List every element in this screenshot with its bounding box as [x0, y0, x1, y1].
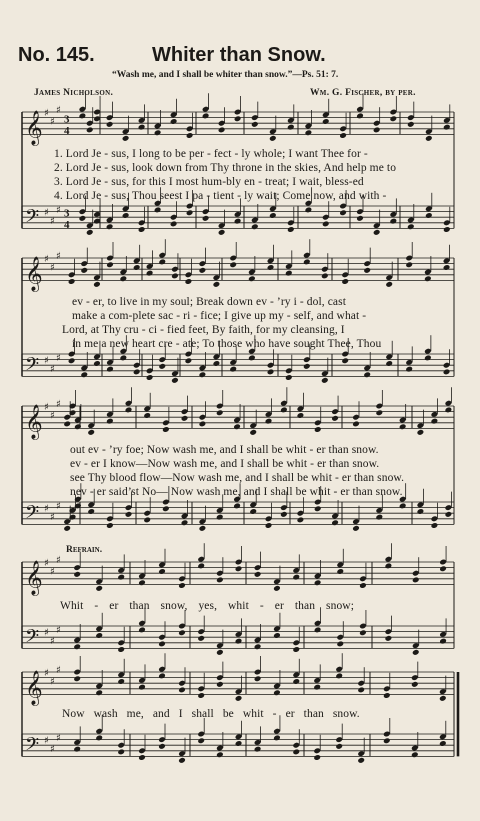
note-head: [363, 371, 371, 378]
note-head: [233, 423, 241, 430]
note-head: [197, 692, 205, 699]
note-head: [73, 746, 81, 753]
note-head: [171, 377, 179, 384]
note-head: [185, 357, 193, 364]
note-head: [197, 635, 205, 642]
note-head: [93, 281, 101, 288]
note-head: [87, 508, 95, 515]
note-head: [249, 508, 257, 515]
note-head: [251, 121, 259, 128]
note-head: [303, 259, 311, 266]
composer-credit: Wm. G. Fischer, by per.: [310, 88, 416, 98]
note-head: [280, 407, 288, 414]
note-head: [280, 511, 288, 518]
sharp-icon: ♯: [44, 558, 49, 569]
note-head: [186, 209, 194, 216]
hymn-number: No. 145.: [18, 44, 95, 66]
note-head: [106, 418, 114, 425]
note-head: [95, 735, 103, 742]
note-head: [411, 681, 419, 688]
lyricist-credit: James Nicholson.: [34, 88, 114, 98]
note-head: [373, 127, 381, 134]
note-head: [235, 565, 243, 572]
note-head: [106, 366, 114, 373]
note-head: [86, 229, 94, 236]
note-head: [254, 746, 262, 753]
sharp-icon: ♯: [50, 364, 55, 375]
note-head: [314, 505, 322, 512]
note-head: [202, 113, 210, 120]
note-head: [439, 740, 447, 747]
note-head: [138, 226, 146, 233]
sharp-icon: ♯: [44, 355, 49, 367]
note-head: [424, 275, 432, 282]
note-head: [186, 132, 194, 139]
note-head: [313, 684, 321, 691]
treble-clef-icon: 𝄞: [25, 256, 43, 292]
note-head: [199, 525, 207, 532]
refrain-line-1: Whit - er than snow, yes, whit - er than snow;: [60, 600, 355, 612]
note-head: [143, 517, 151, 524]
note-head: [265, 418, 273, 425]
note-head: [273, 632, 281, 639]
note-head: [292, 749, 300, 756]
note-head: [86, 127, 94, 134]
time-signature-bottom: 4: [64, 218, 70, 231]
bass-clef-icon: 𝄢: [25, 354, 40, 380]
note-head: [425, 135, 433, 142]
note-head: [305, 129, 313, 136]
note-head: [411, 751, 419, 758]
note-head: [79, 113, 87, 120]
note-head: [331, 519, 339, 526]
note-head: [106, 121, 114, 128]
note-head: [390, 218, 398, 225]
note-head: [439, 638, 447, 645]
note-head: [216, 751, 224, 758]
sharp-icon: ♯: [44, 402, 49, 413]
note-head: [234, 218, 242, 225]
note-head: [146, 374, 154, 381]
sharp-icon: ♯: [50, 410, 55, 422]
note-head: [357, 757, 365, 764]
note-head: [216, 649, 224, 656]
note-head: [249, 429, 257, 436]
time-signature-top: 3: [64, 207, 70, 220]
note-head: [314, 627, 322, 634]
note-head: [138, 124, 146, 131]
note-head: [73, 675, 81, 682]
note-head: [133, 369, 141, 376]
note-head: [178, 629, 186, 636]
note-head: [407, 223, 415, 230]
note-head: [73, 643, 81, 650]
note-head: [417, 508, 425, 515]
note-head: [439, 565, 447, 572]
sharp-icon: ♯: [56, 500, 61, 512]
note-head: [376, 409, 384, 416]
note-head: [218, 229, 226, 236]
note-head: [399, 423, 407, 430]
note-head: [385, 563, 393, 570]
verse-3-line-3: see Thy blood flow—Now wash me, and I shall be whit - er than snow.: [70, 472, 405, 484]
note-head: [359, 629, 367, 636]
treble-clef-icon: 𝄞: [25, 670, 43, 706]
note-head: [399, 503, 407, 510]
note-head: [373, 229, 381, 236]
sharp-icon: ♯: [56, 732, 61, 744]
note-head: [158, 673, 166, 680]
note-head: [117, 646, 125, 653]
verse-4-line-3: nev - er said’st No— Now wash me, and I shall be whit - er than snow.: [70, 486, 403, 498]
hymn-title: Whiter than Snow.: [152, 44, 326, 66]
note-head: [297, 517, 305, 524]
note-head: [385, 281, 393, 288]
note-head: [80, 267, 88, 274]
note-head: [339, 132, 347, 139]
note-head: [339, 209, 347, 216]
note-head: [216, 409, 224, 416]
note-head: [106, 223, 114, 230]
sharp-icon: ♯: [44, 503, 49, 515]
note-head: [383, 692, 391, 699]
note-head: [229, 366, 237, 373]
note-head: [424, 355, 432, 362]
note-head: [352, 421, 360, 428]
note-head: [154, 129, 162, 136]
note-head: [267, 369, 275, 376]
verse-2-line-2: make a com-plete sac - ri - fice; I give up my - self, and what -: [72, 310, 367, 322]
note-head: [197, 737, 205, 744]
note-head: [336, 641, 344, 648]
sharp-icon: ♯: [50, 512, 55, 523]
note-head: [405, 366, 413, 373]
sharp-icon: ♯: [56, 204, 61, 216]
note-head: [425, 212, 433, 219]
sharp-icon: ♯: [56, 399, 61, 411]
note-head: [235, 638, 243, 645]
note-head: [385, 360, 393, 367]
bass-clef-icon: 𝄢: [25, 206, 40, 232]
note-head: [287, 226, 295, 233]
note-head: [431, 418, 439, 425]
note-head: [106, 261, 114, 268]
verse-1-line-2: ev - er, to live in my soul; Break down ev - ’ry i - dol, cast: [72, 296, 347, 308]
note-head: [445, 511, 453, 518]
note-head: [171, 273, 179, 280]
note-head: [297, 412, 305, 419]
note-head: [178, 582, 186, 589]
note-head: [122, 135, 130, 142]
sharp-icon: ♯: [56, 352, 61, 364]
note-head: [322, 221, 330, 228]
note-head: [216, 577, 224, 584]
verse-4-line-2: in me a new heart cre - ate; To those who have sought Thee, Thou: [72, 338, 382, 350]
note-head: [218, 127, 226, 134]
note-head: [443, 124, 451, 131]
note-head: [357, 687, 365, 694]
sharp-icon: ♯: [50, 116, 55, 128]
note-head: [162, 505, 170, 512]
note-head: [95, 585, 103, 592]
note-head: [125, 511, 133, 518]
verse-4-line-1: 4. Lord Je - sus, Thou seest I pa - tient - ly wait; Come now, and with -: [54, 190, 387, 202]
note-head: [443, 264, 451, 271]
note-head: [146, 270, 154, 277]
note-head: [181, 415, 189, 422]
bass-clef-icon: 𝄢: [25, 502, 40, 528]
refrain-label: Refrain.: [66, 545, 103, 555]
note-head: [122, 212, 130, 219]
note-head: [285, 374, 293, 381]
verse-3-line-2: Lord, at Thy cru - ci - fied feet, By faith, for my cleansing, I: [62, 324, 345, 336]
note-head: [234, 115, 242, 122]
note-head: [117, 574, 125, 581]
bass-clef-icon: 𝄢: [25, 626, 40, 652]
sharp-icon: ♯: [44, 735, 49, 747]
note-head: [376, 514, 384, 521]
note-head: [341, 357, 349, 364]
note-head: [412, 577, 420, 584]
note-head: [162, 426, 170, 433]
note-head: [117, 749, 125, 756]
treble-clef-icon: 𝄞: [25, 404, 43, 440]
note-head: [443, 226, 451, 233]
note-head: [79, 215, 87, 222]
sharp-icon: ♯: [50, 676, 55, 688]
note-head: [120, 355, 128, 362]
note-head: [313, 754, 321, 761]
sharp-icon: ♯: [50, 216, 55, 227]
note-head: [68, 278, 76, 285]
note-head: [154, 207, 162, 214]
note-head: [158, 259, 166, 266]
sharp-icon: ♯: [56, 555, 61, 567]
note-head: [213, 360, 221, 367]
note-head: [251, 223, 259, 230]
note-head: [335, 743, 343, 750]
note-head: [321, 273, 329, 280]
note-head: [178, 757, 186, 764]
scripture-epigraph: “Wash me, and I shall be whiter than snow.”—Ps. 51: 7.: [112, 70, 339, 80]
note-head: [331, 415, 339, 422]
note-head: [199, 371, 207, 378]
note-head: [117, 678, 125, 685]
note-head: [74, 423, 82, 430]
note-head: [335, 673, 343, 680]
note-head: [405, 261, 413, 268]
note-head: [213, 281, 221, 288]
note-head: [170, 118, 178, 125]
note-head: [412, 649, 420, 656]
note-head: [63, 421, 71, 428]
note-head: [431, 522, 439, 529]
sharp-icon: ♯: [56, 105, 61, 117]
note-head: [287, 124, 295, 131]
bass-clef-icon: 𝄢: [25, 734, 40, 760]
note-head: [199, 421, 207, 428]
note-head: [120, 275, 128, 282]
note-head: [363, 267, 371, 274]
note-head: [138, 627, 146, 634]
note-head: [95, 689, 103, 696]
note-head: [133, 264, 141, 271]
note-head: [106, 522, 114, 529]
note-head: [445, 407, 453, 414]
note-head: [254, 571, 262, 578]
note-head: [63, 525, 71, 532]
note-head: [93, 360, 101, 367]
sharp-icon: ♯: [44, 108, 49, 119]
sharp-icon: ♯: [50, 566, 55, 578]
note-head: [407, 121, 415, 128]
note-head: [356, 215, 364, 222]
note-head: [341, 278, 349, 285]
note-head: [181, 519, 189, 526]
note-head: [197, 563, 205, 570]
note-head: [385, 635, 393, 642]
sharp-icon: ♯: [44, 627, 49, 639]
verse-2-line-3: ev - er I know—Now wash me, and I shall be whit - er than snow.: [70, 458, 380, 470]
sharp-icon: ♯: [56, 624, 61, 636]
note-head: [68, 357, 76, 364]
treble-clef-icon: 𝄞: [25, 560, 43, 596]
note-head: [170, 221, 178, 228]
sharp-icon: ♯: [56, 251, 61, 263]
note-head: [417, 429, 425, 436]
note-head: [383, 737, 391, 744]
note-head: [443, 369, 451, 376]
sharp-icon: ♯: [50, 262, 55, 274]
refrain-line-2: Now wash me, and I shall be whit - er than snow.: [62, 708, 360, 720]
note-head: [356, 113, 364, 120]
note-head: [233, 503, 241, 510]
note-head: [138, 684, 146, 691]
verse-3-line-1: 3. Lord Je - sus, for this I most hum-bly en - treat; I wait, bless-ed: [54, 176, 364, 188]
note-head: [254, 643, 262, 650]
sharp-icon: ♯: [44, 254, 49, 265]
note-head: [321, 377, 329, 384]
note-head: [87, 429, 95, 436]
note-head: [292, 678, 300, 685]
note-head: [229, 261, 237, 268]
note-head: [178, 687, 186, 694]
verse-1-line-1: 1. Lord Je - sus, I long to be per - fect - ly whole; I want Thee for -: [54, 148, 368, 160]
note-head: [314, 426, 322, 433]
treble-clef-icon: 𝄞: [25, 110, 43, 146]
note-head: [359, 582, 367, 589]
note-head: [158, 568, 166, 575]
note-head: [390, 115, 398, 122]
time-signature-bottom: 4: [64, 124, 70, 137]
note-head: [158, 363, 166, 370]
note-head: [254, 675, 262, 682]
note-head: [95, 632, 103, 639]
note-head: [235, 740, 243, 747]
note-head: [273, 735, 281, 742]
note-head: [125, 407, 133, 414]
note-head: [185, 278, 193, 285]
note-head: [143, 412, 151, 419]
note-head: [158, 743, 166, 750]
note-head: [285, 270, 293, 277]
note-head: [267, 264, 275, 271]
note-head: [269, 135, 277, 142]
sharp-icon: ♯: [44, 668, 49, 679]
note-head: [352, 525, 360, 532]
note-head: [292, 646, 300, 653]
verse-1-line-3: out ev - ’ry foe; Now wash me, and I shall be whit - er than snow.: [70, 444, 379, 456]
note-head: [248, 355, 256, 362]
note-head: [303, 363, 311, 370]
note-head: [305, 207, 313, 214]
note-head: [138, 579, 146, 586]
note-head: [248, 275, 256, 282]
note-head: [265, 522, 273, 529]
note-head: [439, 695, 447, 702]
note-head: [235, 695, 243, 702]
note-head: [292, 574, 300, 581]
verse-2-line-1: 2. Lord Je - sus, look down from Thy throne in the skies, And help me to: [54, 162, 397, 174]
note-head: [322, 118, 330, 125]
note-head: [216, 681, 224, 688]
note-head: [216, 514, 224, 521]
note-head: [273, 689, 281, 696]
time-signature-top: 3: [64, 113, 70, 126]
sharp-icon: ♯: [50, 744, 55, 755]
note-head: [273, 585, 281, 592]
note-head: [73, 571, 81, 578]
note-head: [158, 641, 166, 648]
note-head: [202, 215, 210, 222]
note-head: [138, 754, 146, 761]
sharp-icon: ♯: [50, 636, 55, 647]
sharp-icon: ♯: [56, 665, 61, 677]
sharp-icon: ♯: [44, 207, 49, 219]
note-head: [199, 267, 207, 274]
note-head: [269, 212, 277, 219]
note-head: [80, 371, 88, 378]
note-head: [314, 579, 322, 586]
note-head: [336, 568, 344, 575]
